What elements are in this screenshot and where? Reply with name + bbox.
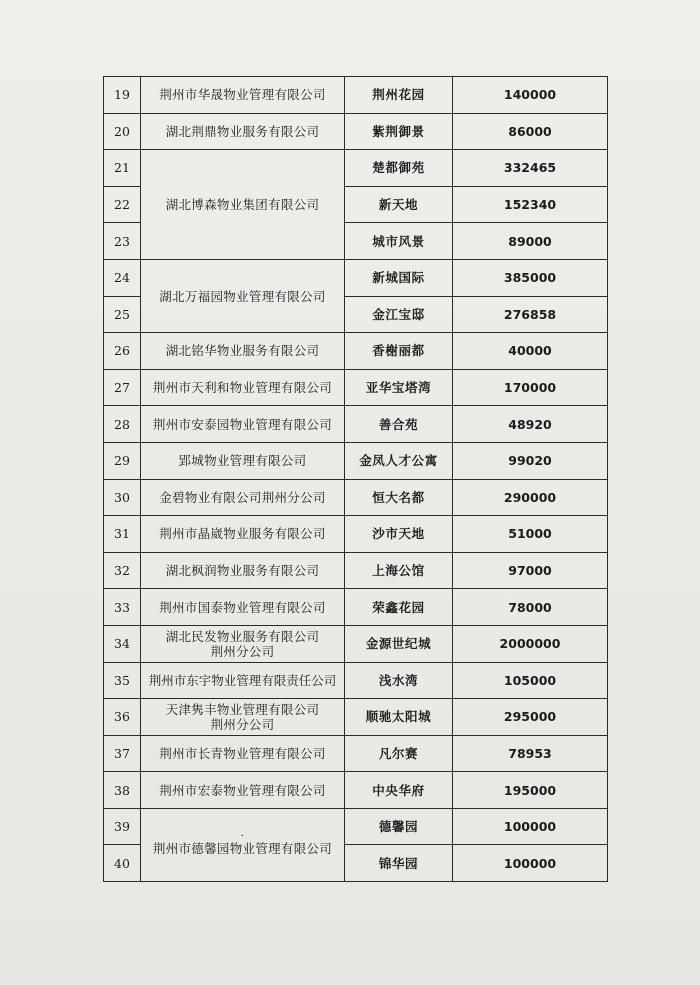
area-value: 48920	[453, 406, 608, 443]
area-value: 99020	[453, 442, 608, 479]
project-name: 上海公馆	[345, 552, 453, 589]
project-name: 凡尔赛	[345, 735, 453, 772]
company-name: 荆州市长青物业管理有限公司	[141, 735, 345, 772]
area-value: 385000	[453, 259, 608, 296]
company-name: 金碧物业有限公司荆州分公司	[141, 479, 345, 516]
project-name: 荆州花园	[345, 77, 453, 114]
row-number: 37	[104, 735, 141, 772]
table-row	[104, 552, 608, 589]
project-name: 顺驰太阳城	[345, 699, 453, 736]
company-name: 湖北铭华物业服务有限公司	[141, 333, 345, 370]
company-name-line1: 天津隽丰物业管理有限公司	[165, 701, 320, 717]
company-name: 湖北荆鼎物业服务有限公司	[141, 113, 345, 150]
row-number: 40	[104, 845, 141, 882]
company-name: 荆州市晶崴物业服务有限公司	[141, 516, 345, 553]
project-name: 浅水湾	[345, 662, 453, 699]
row-number: 19	[104, 77, 141, 114]
area-value: 100000	[453, 845, 608, 882]
area-value: 97000	[453, 552, 608, 589]
row-number: 22	[104, 186, 141, 223]
company-name: 荆州市天利和物业管理有限公司	[141, 369, 345, 406]
company-name: 湖北枫润物业服务有限公司	[141, 552, 345, 589]
row-number: 23	[104, 223, 141, 260]
project-name: 金江宝邸	[345, 296, 453, 333]
area-value: 105000	[453, 662, 608, 699]
area-value: 276858	[453, 296, 608, 333]
project-name: 恒大名都	[345, 479, 453, 516]
project-name: 亚华宝塔湾	[345, 369, 453, 406]
area-value: 152340	[453, 186, 608, 223]
project-name: 善合苑	[345, 406, 453, 443]
dot-mark: ·	[240, 831, 245, 843]
company-name: 荆州市华晟物业管理有限公司	[141, 77, 345, 114]
table-row	[104, 333, 608, 370]
table-row	[104, 699, 608, 736]
project-name: 金源世纪城	[345, 625, 453, 662]
project-name: 城市风景	[345, 223, 453, 260]
table-row	[104, 150, 608, 187]
company-name-line2: 荆州分公司	[210, 716, 275, 732]
row-number: 31	[104, 516, 141, 553]
project-name: 金凤人才公寓	[345, 442, 453, 479]
table-row	[104, 442, 608, 479]
company-name	[141, 699, 345, 736]
row-number: 21	[104, 150, 141, 187]
row-number: 36	[104, 699, 141, 736]
area-value: 295000	[453, 699, 608, 736]
area-value: 78953	[453, 735, 608, 772]
area-value: 2000000	[453, 625, 608, 662]
area-value: 140000	[453, 77, 608, 114]
table-row	[104, 369, 608, 406]
row-number: 26	[104, 333, 141, 370]
area-value: 195000	[453, 772, 608, 809]
table-row	[104, 479, 608, 516]
project-name: 新天地	[345, 186, 453, 223]
project-name: 荣鑫花园	[345, 589, 453, 626]
project-name: 沙市天地	[345, 516, 453, 553]
table-row	[104, 589, 608, 626]
row-number: 35	[104, 662, 141, 699]
row-number: 24	[104, 259, 141, 296]
table-row	[104, 808, 608, 845]
table-row	[104, 516, 608, 553]
table-row	[104, 406, 608, 443]
area-value: 332465	[453, 150, 608, 187]
project-name: 新城国际	[345, 259, 453, 296]
company-name: 荆州市东宇物业管理有限责任公司	[141, 662, 345, 699]
project-name: 楚都御苑	[345, 150, 453, 187]
row-number: 27	[104, 369, 141, 406]
row-number: 34	[104, 625, 141, 662]
row-number: 33	[104, 589, 141, 626]
area-value: 290000	[453, 479, 608, 516]
company-name-line1: 湖北民发物业服务有限公司	[165, 628, 320, 644]
area-value: 89000	[453, 223, 608, 260]
row-number: 20	[104, 113, 141, 150]
company-name: 荆州市安泰园物业管理有限公司	[141, 406, 345, 443]
company-name: 郢城物业管理有限公司	[141, 442, 345, 479]
table-row	[104, 259, 608, 296]
company-name-line2: 荆州分公司	[210, 643, 275, 659]
project-name: 德馨园	[345, 808, 453, 845]
table-row	[104, 113, 608, 150]
row-number: 32	[104, 552, 141, 589]
company-name: 荆州市国泰物业管理有限公司	[141, 589, 345, 626]
company-name-cell	[141, 808, 345, 881]
table-row	[104, 662, 608, 699]
table-row	[104, 772, 608, 809]
area-value: 51000	[453, 516, 608, 553]
row-number: 29	[104, 442, 141, 479]
company-name: 荆州市宏泰物业管理有限公司	[141, 772, 345, 809]
row-number: 39	[104, 808, 141, 845]
company-name: 湖北万福园物业管理有限公司	[141, 259, 345, 332]
row-number: 25	[104, 296, 141, 333]
project-name: 香榭丽都	[345, 333, 453, 370]
project-name: 锦华园	[345, 845, 453, 882]
company-name: 湖北博森物业集团有限公司	[141, 150, 345, 260]
table-row	[104, 77, 608, 114]
company-name	[141, 625, 345, 662]
area-value: 86000	[453, 113, 608, 150]
row-number: 38	[104, 772, 141, 809]
project-name: 紫荆御景	[345, 113, 453, 150]
project-name: 中央华府	[345, 772, 453, 809]
row-number: 28	[104, 406, 141, 443]
table-row	[104, 735, 608, 772]
area-value: 78000	[453, 589, 608, 626]
table-row	[104, 625, 608, 662]
area-value: 40000	[453, 333, 608, 370]
area-value: 100000	[453, 808, 608, 845]
company-name: 荆州市德馨园物业管理有限公司	[152, 841, 333, 857]
row-number: 30	[104, 479, 141, 516]
property-management-table	[103, 76, 608, 882]
area-value: 170000	[453, 369, 608, 406]
